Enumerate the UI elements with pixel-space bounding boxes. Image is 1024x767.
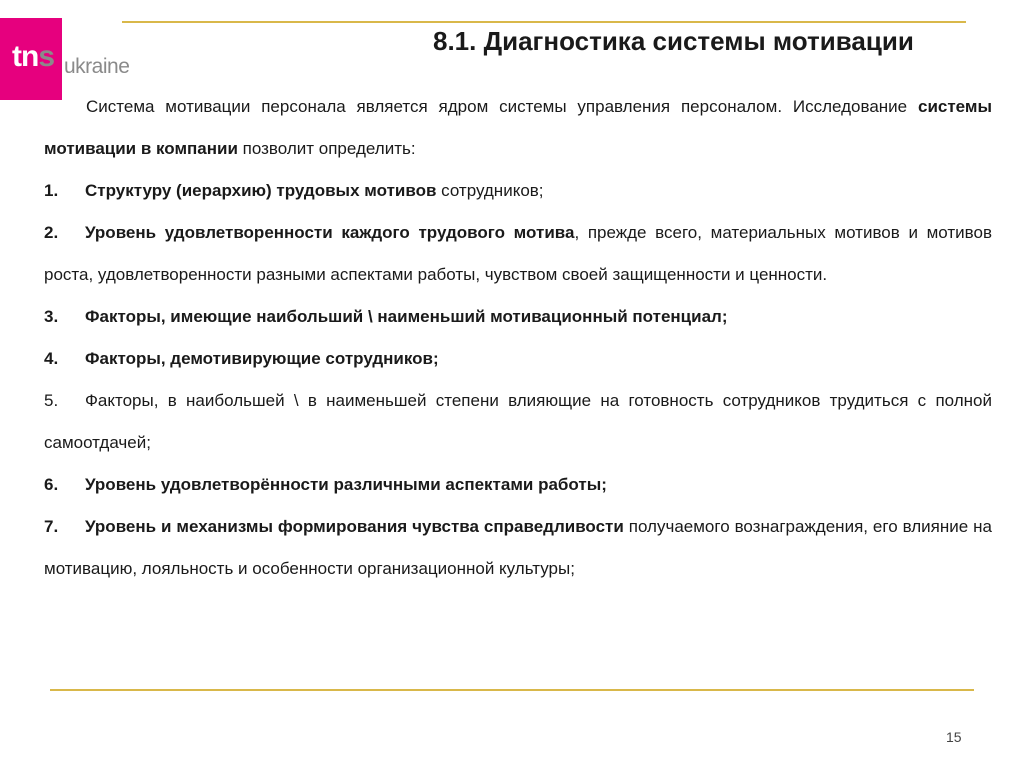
list-item-7: 7. Уровень и механизмы формирования чувства справедливости получаемого вознаграждения, его влияние на мотивацию, лояльность и особенности организационной культуры; <box>44 517 992 578</box>
list-item-6: 6. Уровень удовлетворённости различными аспектами работы; <box>44 475 607 494</box>
page-number: 15 <box>946 729 962 745</box>
top-divider <box>122 21 966 23</box>
logo-region-text: ukraine <box>64 55 130 78</box>
intro-paragraph: Система мотивации персонала является ядром системы управления персоналом. Исследование системы мотивации в компании позволит определить: <box>44 97 992 158</box>
bottom-divider <box>50 689 974 691</box>
list-item-1: 1. Структуру (иерархию) трудовых мотивов сотрудников; <box>44 181 544 200</box>
logo-tns-text: tns <box>12 40 55 73</box>
slide-body <box>44 86 992 590</box>
list-item-3: 3. Факторы, имеющие наибольший \ наименьший мотивационный потенциал; <box>44 307 728 326</box>
list-item-5: 5. Факторы, в наибольшей \ в наименьшей степени влияющие на готовность сотрудников трудиться с полной самоотдачей; <box>44 391 992 452</box>
slide-title: 8.1. Диагностика системы мотивации <box>433 26 914 56</box>
list-item-4: 4. Факторы, демотивирующие сотрудников; <box>44 349 439 368</box>
list-item-2: 2. Уровень удовлетворенности каждого трудового мотива, прежде всего, материальных мотивов и мотивов роста, удовлетворенности разными аспектами работы, чувством своей защищенности и ценности. <box>44 223 992 284</box>
